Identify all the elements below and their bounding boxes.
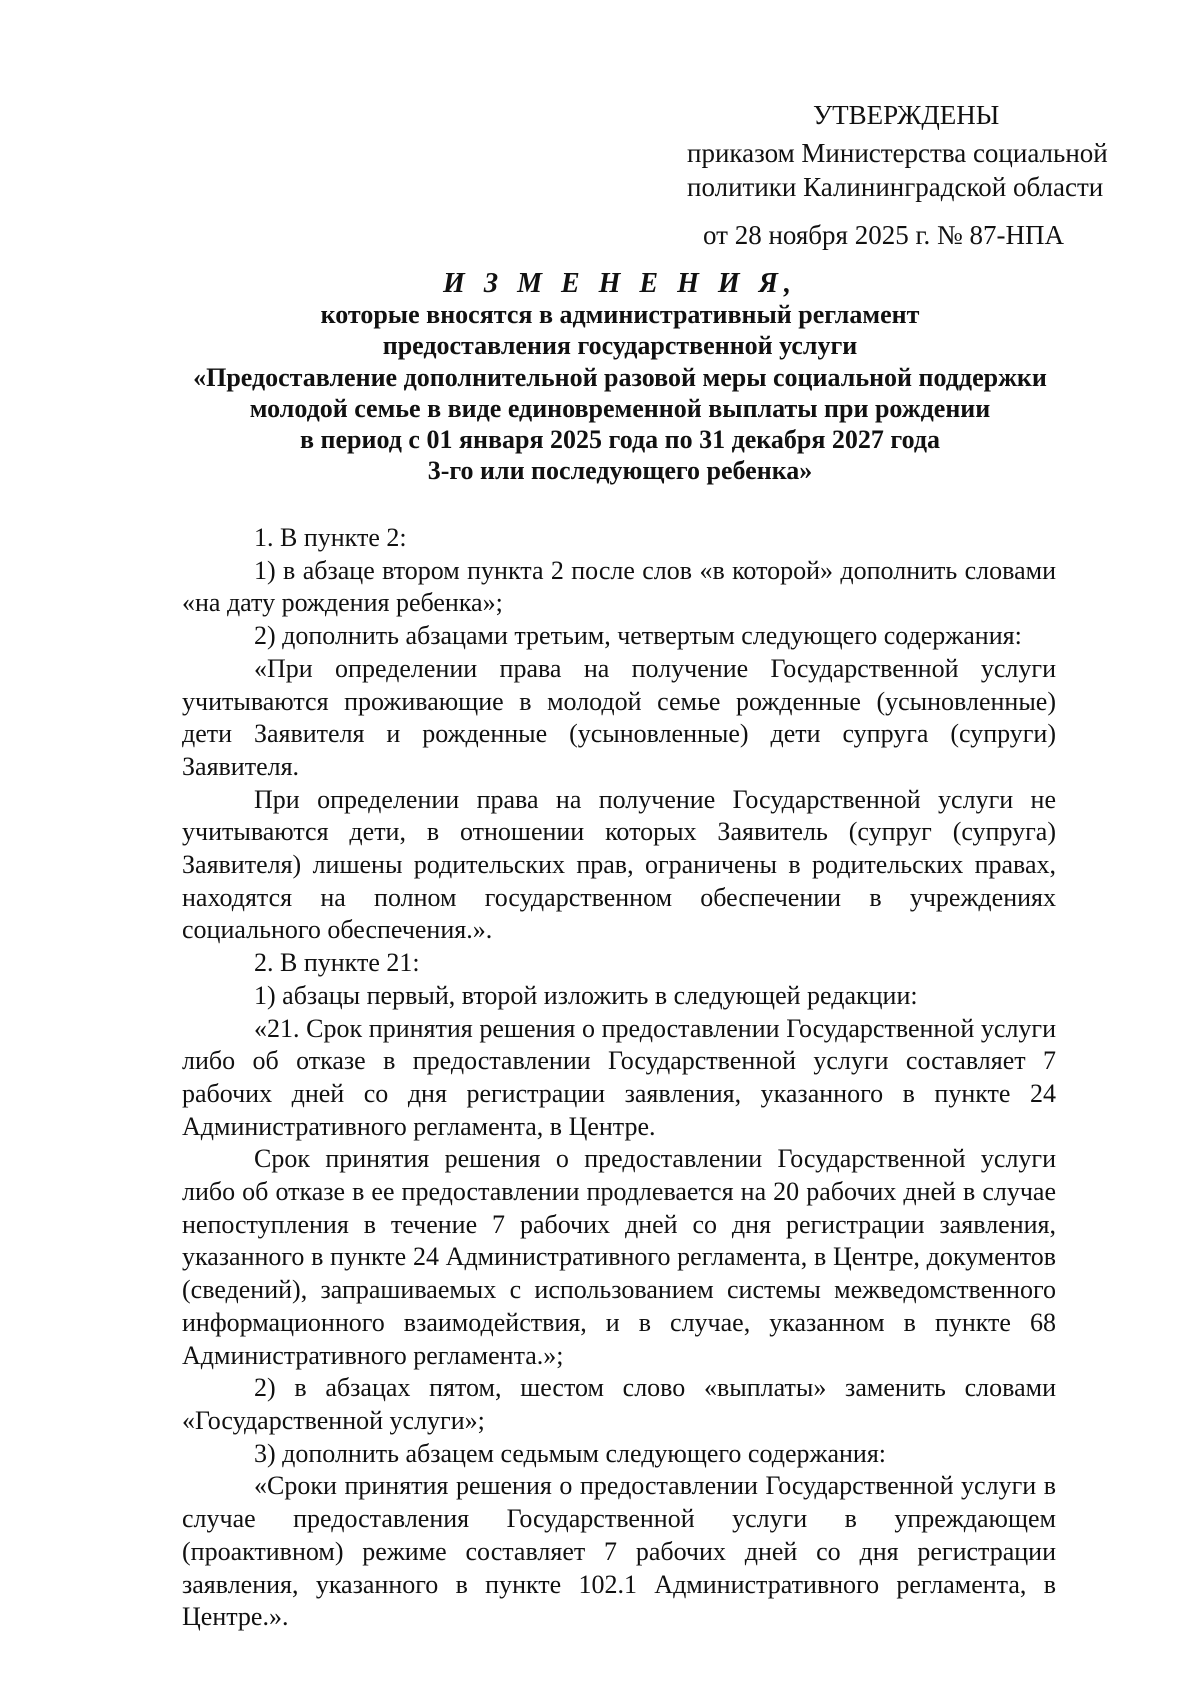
document-title bbox=[170, 268, 1070, 486]
paragraph: «Сроки принятия решения о предоставлении Государственной услуги в случае предоставления Государственной услуги в упреждающем (проактивном) режиме составляет 7 рабочих дней со дня регистрации заявления, указанного в пункте 102.1 Административного регламента, в Центре.». bbox=[182, 1471, 1056, 1632]
paragraph: «21. Срок принятия решения о предоставлении Государственной услуги либо об отказе в предоставлении Государственной услуги составляет 7 рабочих дней со дня регистрации заявления, указанного в пункте 24 Административного регламента, в Центре. bbox=[182, 1013, 1056, 1141]
approval-line: приказом Министерства социальной bbox=[687, 138, 1108, 168]
title-line: 3-го или последующего ребенка» bbox=[427, 456, 813, 486]
approval-date: от 28 ноября 2025 г. № 87-НПА bbox=[703, 220, 1064, 250]
paragraph: 2) дополнить абзацами третьим, четвертым следующего содержания: bbox=[254, 621, 1022, 651]
title-line: молодой семье в виде единовременной выплаты при рождении bbox=[249, 393, 991, 423]
paragraph: 2. В пункте 21: bbox=[254, 948, 420, 978]
title-line: «Предоставление дополнительной разовой меры социальной поддержки bbox=[193, 362, 1047, 392]
paragraph: 3) дополнить абзацем седьмым следующего содержания: bbox=[254, 1438, 886, 1468]
approval-line: политики Калининградской области bbox=[687, 172, 1104, 202]
paragraph: При определении права на получение Государственной услуги не учитываются дети, в отношении которых Заявитель (супруг (супруга) Заявителя) лишены родительских прав, ограничены в родительских правах, находятся на полном государственном обеспечении в учреждениях социального обеспечения.». bbox=[182, 784, 1056, 945]
document-body bbox=[182, 522, 1056, 1634]
paragraph: «При определении права на получение Государственной услуги учитываются проживающие в молодой семье рожденные (усыновленные) дети Заявителя и рожденные (усыновленные) дети супруга (супруги) Заявителя. bbox=[182, 653, 1056, 781]
paragraph: 1) в абзаце втором пункта 2 после слов «в которой» дополнить словами «на дату рождения ребенка»; bbox=[182, 555, 1056, 618]
paragraph: 2) в абзацах пятом, шестом слово «выплаты» заменить словами «Государственной услуги»; bbox=[182, 1373, 1056, 1435]
paragraph: 1) абзацы первый, второй изложить в следующей редакции: bbox=[254, 980, 918, 1010]
title-line: которые вносятся в административный регламент bbox=[320, 300, 920, 330]
approval-heading: УТВЕРЖДЕНЫ bbox=[813, 100, 1000, 130]
title-main: И З М Е Н Е Н И Я, bbox=[443, 268, 797, 299]
title-line: предоставления государственной услуги bbox=[382, 331, 858, 361]
paragraph: 1. В пункте 2: bbox=[254, 523, 407, 552]
paragraph: Срок принятия решения о предоставлении Государственной услуги либо об отказе в ее предоставлении продлевается на 20 рабочих дней в случае непоступления в течение 7 рабочих дней со дня регистрации заявления, указанного в пункте 24 Административного регламента, в Центре, документов (сведений), запрашиваемых с использованием системы межведомственного информационного взаимодействия, и в случае, указанном в пункте 68 Административного регламента.»; bbox=[182, 1144, 1056, 1370]
title-line: в период с 01 января 2025 года по 31 декабря 2027 года bbox=[300, 425, 940, 455]
